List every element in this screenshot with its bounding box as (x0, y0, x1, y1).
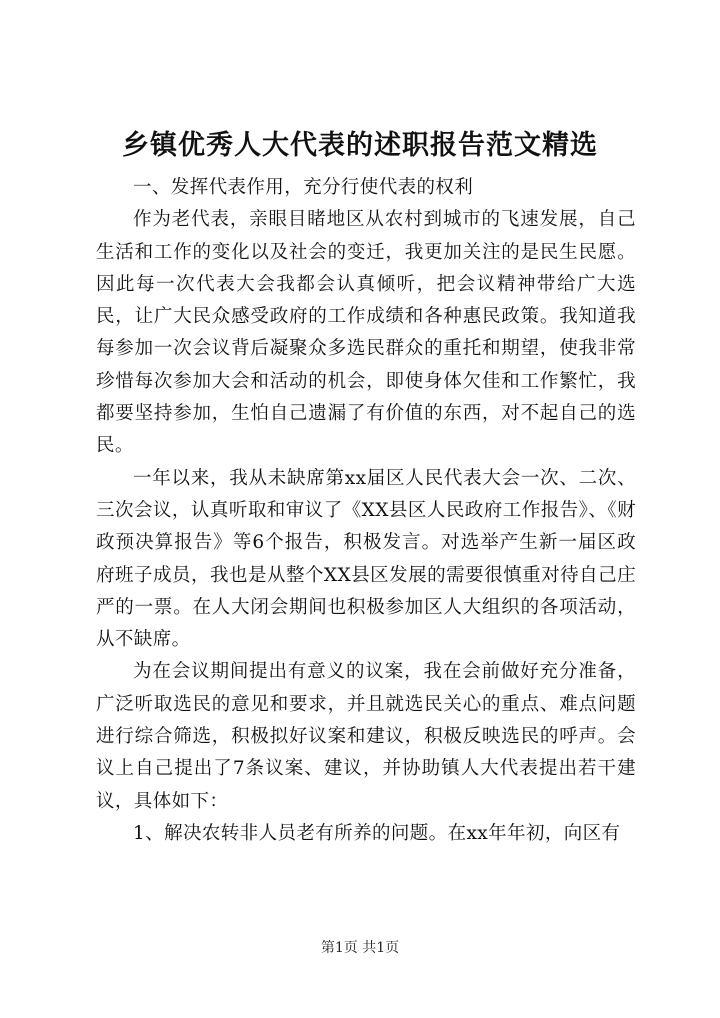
paragraph: 作为老代表，亲眼目睹地区从农村到城市的飞速发展，自己生活和工作的变化以及社会的变迁，我更加关注的是民生民愿。因此每一次代表大会我都会认真倾听，把会议精神带给广大选民，让广大民众感受政府的工作成绩和各种惠民政策。我知道我每参加一次会议背后凝聚众多选民群众的重托和期望，使我非常珍惜每次参加大会和活动的机会，即使身体欠佳和工作繁忙，我都要坚持参加，生怕自己遗漏了有价值的东西，对不起自己的选民。 (96, 209, 636, 457)
document-body (96, 172, 636, 850)
page-number-footer: 第1页 共1页 (320, 940, 400, 956)
paragraph: 为在会议期间提出有意义的议案，我在会前做好充分准备，广泛听取选民的意见和要求，并且就选民关心的重点、难点问题进行综合筛选，积极拟好议案和建议，积极反映选民的呼声。会议上自己提出了7条议案、建议，并协助镇人大代表提出若干建议，具体如下： (96, 661, 636, 812)
section-heading: 一、发挥代表作用，充分行使代表的权利 (133, 177, 474, 198)
document-title: 乡镇优秀人大代表的述职报告范文精选 (122, 130, 598, 161)
list-item: 1、解决农转非人员老有所养的问题。在xx年年初，向区有 (133, 822, 621, 844)
paragraph: 一年以来，我从未缺席第xx届区人民代表大会一次、二次、三次会议，认真听取和审议了《XX县区人民政府工作报告》、《财政预决算报告》等6个报告，积极发言。对选举产生新一届区政府班子成员，我也是从整个XX县区发展的需要很慎重对待自己庄严的一票。在人大闭会期间也积极参加区人大组织的各项活动，从不缺席。 (96, 467, 636, 651)
